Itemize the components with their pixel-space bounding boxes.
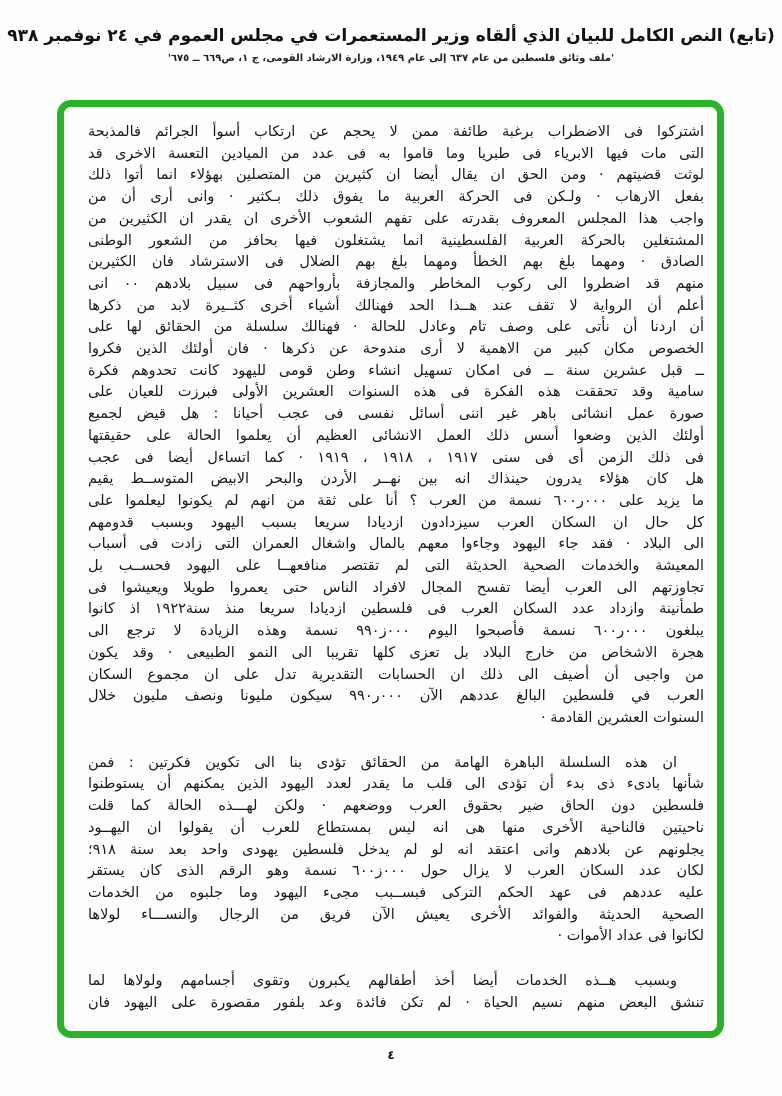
text-line: لكان عدد السكان العرب لا يزال حول ‭٦٠٠ز٠٠٠‬ نسمة وهو الرقم الذى كان يستقر — [88, 863, 704, 880]
text-line: صورة عمل انشائى باهر غير اننى أسائل نفسى فى عجب أحيانا : هل قيض لجميع — [88, 406, 704, 423]
text-line: وبسبب هــذه الخدمات أيضا أخذ أطفالهم يكبرون وتقوى أجسامهم ولولاها لما — [88, 973, 677, 990]
text-line: ــ قبل عشرين سنة ــ فى امكان تسهيل انشاء وطن قومى لليهود كانت تحدوهم فكرة — [88, 362, 704, 379]
page-header — [0, 0, 782, 64]
text-line: الى البلاد · فقد جاء اليهود وجاءوا معهم بالمال واشغال العمران التى زادت فى أسباب — [88, 536, 704, 553]
text-line: التى مات فيها الابرياء فى طبريا وما قاموا به فى عدد من الميادين التعسة الاخرى قد — [88, 145, 704, 162]
text-line: ما يزيد على ‭٦٠٠ر٠٠٠‬ نسمة من العرب ؟ أنا على ثقة من انهم لم يكونوا ليعلموا على — [88, 492, 704, 509]
text-line: شأنها بادىء ذى بدء أن تؤدى الى قلب ما يقدر لعدد اليهود الذين يمكنهم أن يستوطنوا — [88, 776, 704, 793]
text-line: فى ذلك الزمن أى فى سنى ١٩١٧ ، ١٩١٨ ، ١٩١٩ · كما اتساءل أيضا فى عجب — [88, 449, 704, 466]
paragraph — [88, 122, 704, 730]
green-frame — [57, 100, 724, 1038]
text-line: يبلغون ‭٦٠٠ر٠٠٠‬ نسمة فأصبحوا اليوم ‭٩٩٠ز٠٠٠‬ نسمة وهذه الزيادة لا ترجع الى — [88, 623, 704, 640]
text-line: ناحيتين فالناحية الأخرى منها هى انه ليس بمستطاع للعرب أن يقولوا ان اليهــود — [88, 819, 704, 836]
text-line: عليه عددهم فى عهد الحكم التركى فبســبب مجىء اليهود وما جلبوه من الخدمات — [88, 884, 704, 901]
text-line: منهم قد اضطروا الى ركوب المخاطر والمجازفة بأرواحهم فى سبيل بلادهم ٠٠ انى — [88, 275, 704, 292]
text-line: كل حال ان السكان العرب سيزدادون ازديادا سريعا بسبب اليهود وبسبب قدومهم — [88, 514, 704, 531]
text-line: الصادق · ومهما بلغ بهم الخطأ ومهما بلغ بهم الضلال فى الاسترشاد فان الكثيرين — [88, 254, 704, 271]
text-line: لوثت قضيتهم · ومن الحق ان يقال أيضا ان كثيرين من المتصلين بهؤلاء انما أتوا ذلك — [88, 167, 704, 184]
text-line: أعلم أن الرواية لا تقف عند هــذا الحد فهنالك أشياء أخرى كثــيرة لابد من ذكرها — [88, 297, 704, 314]
text-line: تنشق البعض منهم نسيم الحياة · لم تكن فائدة وعد بلفور مقصورة على اليهود فان — [88, 994, 704, 1011]
text-line: يجلونهم عن بلادهم وانى اعتقد انه لو لم يدخل فلسطين يهودى واحد بعد سنة ٩١٨؛ — [88, 841, 704, 858]
text-line: المشتغلين بالحركة العربية الفلسطينية انما يشتغلون فيها بحافز من الشعور الوطنى — [88, 232, 704, 249]
text-line: العرب في فلسطين البالغ عددهم الآن ‭٩٩٠ر٠٠٠‬ سيكون مليونا ونصف مليون خلال — [88, 688, 704, 705]
text-line: هل كان هؤلاء يدرون حينذاك انه بين نهــر الأردن والبحر الابيض المتوســط يقيم — [88, 471, 704, 488]
page-title: (تابع) النص الكامل للبيان الذي ألقاه وزير المستعمرات في مجلس العموم في ٢٤ نوفمبر ٩٣٨ — [7, 26, 775, 46]
text-line: أولئك الذين وضعوا أسس ذلك العمل الانشائى العظيم أن يعلموا الحالة على حقيقتها — [88, 427, 704, 444]
text-line: تجاوزتهم الى العرب أيضا تفسح المجال لافراد الناس حتى يعمروا طويلا ويعيشوا فى — [88, 579, 704, 596]
text-line: الصحية الحديثة والفوائد الأخرى يعيش الآن فريق من الرجال والنســـاء لولاها — [88, 906, 704, 923]
source-citation: 'ملف وثائق فلسطين من عام ٦٣٧ إلى عام ١٩٤٩، وزارة الارشاد القومى، ج ١، ص٦٦٩ ــ ٦٧٥' — [167, 53, 615, 64]
paragraph — [88, 753, 704, 948]
paragraph — [88, 971, 704, 1014]
text-line: المعيشة والخدمات الصحية الحديثة التى لم تقتصر منافعهــا على اليهود فحســب بل — [88, 558, 704, 575]
text-line: فلسطين دون الحاق ضير بحقوق العرب ووضعهم · ولكن لهـــذه الحالة كما قلت — [88, 798, 704, 815]
text-line: السنوات العشرين القادمة · — [540, 709, 704, 726]
text-line: هجرة الاشخاص من خارج البلاد بل تعزى كلها تقريبا الى النمو الطبيعى · وقد يكون — [88, 644, 704, 661]
text-line: اشتركوا فى الاضطراب برغبة طائفة ممن لا يحجم عن ارتكاب أسوأ الجرائم فالمذبحة — [88, 124, 704, 140]
text-line: من واجبى أن أضيف الى ذلك ان الحسابات التقديرية تدل على ان مجموع السكان — [88, 666, 704, 683]
text-line: ان هذه السلسلة الباهرة الهامة من الحقائق تؤدى بنا الى تكوين فكرتين : فمن — [88, 754, 677, 771]
page-number: ٤ — [387, 1048, 395, 1062]
text-line: الخصوص مكان كبير من الاهمية لا أرى مندوحة عن ذكرها · فان أولئك الذين فكروا — [88, 341, 704, 358]
text-line: سامية وقد تحققت هذه الفكرة فى هذه السنوات العشرين الأولى فبرزت للعيان على — [88, 384, 704, 401]
text-line: واجب هذا المجلس المعروف بقدرته على تفهم الشعوب الأخرى ان يقدر ان الكثيرين من — [88, 210, 704, 227]
text-line: بفعل الارهاب · ولـكن فى الحركة العربية ما يفوق ذلك بـكثير · وانى أرى أن من — [88, 189, 704, 206]
body-text — [88, 122, 704, 1014]
text-line: طمأنينة وازداد عدد السكان العرب فى فلسطين ازديادا سريعا منذ سنة١٩٢٢ اذ كانوا — [88, 601, 704, 618]
text-line: أن اردنا أن نأتى على وصف تام وعادل للحالة · فهنالك سلسلة من الحقائق لها على — [88, 319, 704, 336]
text-line: لكانوا فى عداد الأموات · — [557, 928, 704, 945]
